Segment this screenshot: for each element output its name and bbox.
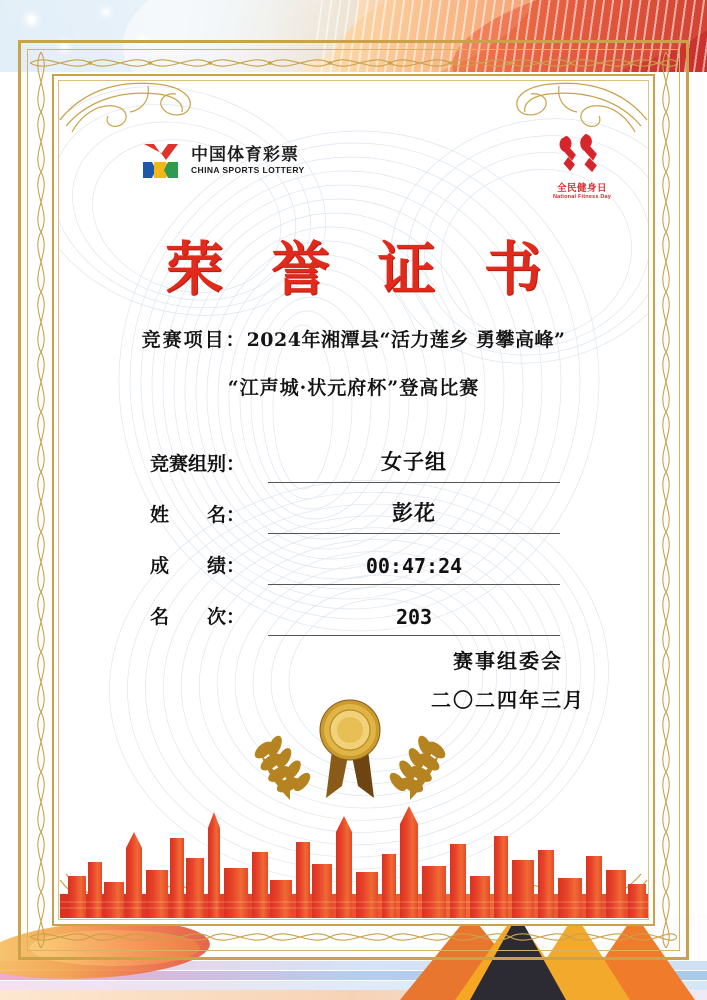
event-name-line2: “江声城·状元府杯”登高比赛	[227, 377, 480, 399]
field-row-name	[150, 483, 560, 534]
issue-date: 二〇二四年三月	[431, 688, 585, 712]
field-row-rank	[150, 585, 560, 636]
fitness-day-name-en: National Fitness Day	[552, 194, 612, 200]
event-name-line1: 2024年湘潭县“活力莲乡 勇攀高峰”	[246, 329, 566, 351]
field-row-result	[150, 534, 560, 585]
header-logos	[58, 132, 649, 202]
field-list	[150, 432, 560, 636]
laurel-branch-left	[252, 734, 314, 800]
field-value-result: 00:47:24	[268, 554, 560, 585]
sports-lottery-name-cn: 中国体育彩票	[191, 144, 299, 164]
field-label-group: 竞赛组别：	[150, 453, 246, 475]
sports-lottery-name-en: CHINA SPORTS LOTTERY	[191, 164, 305, 175]
field-label-result: 成 绩：	[150, 555, 246, 577]
page-title: 荣 誉 证 书	[165, 235, 556, 303]
border-ornament-top	[30, 52, 677, 74]
field-value-group: 女子组	[268, 446, 560, 483]
border-ornament-right	[655, 52, 677, 948]
city-skyline-silhouette	[60, 798, 648, 918]
issuing-organization: 赛事组委会	[453, 649, 563, 673]
national-fitness-day-logo	[545, 132, 619, 200]
laurel-branch-right	[387, 734, 449, 800]
border-ornament-left	[30, 52, 52, 948]
event-label: 竞赛项目：	[141, 329, 247, 351]
event-block	[58, 325, 649, 400]
gold-medal-with-ribbon	[320, 700, 380, 760]
field-value-name: 彭花	[268, 497, 560, 534]
field-label-name: 姓 名：	[150, 504, 246, 526]
field-row-group	[150, 432, 560, 483]
medal-decoration	[230, 690, 470, 810]
fitness-day-name-cn: 全民健身日	[556, 183, 607, 194]
border-ornament-bottom	[30, 926, 677, 948]
fitness-figures-icon	[553, 132, 610, 174]
sports-lottery-mark-icon	[140, 140, 182, 180]
field-value-rank: 203	[268, 605, 560, 636]
field-label-rank: 名 次：	[150, 606, 246, 628]
china-sports-lottery-logo	[140, 140, 305, 180]
